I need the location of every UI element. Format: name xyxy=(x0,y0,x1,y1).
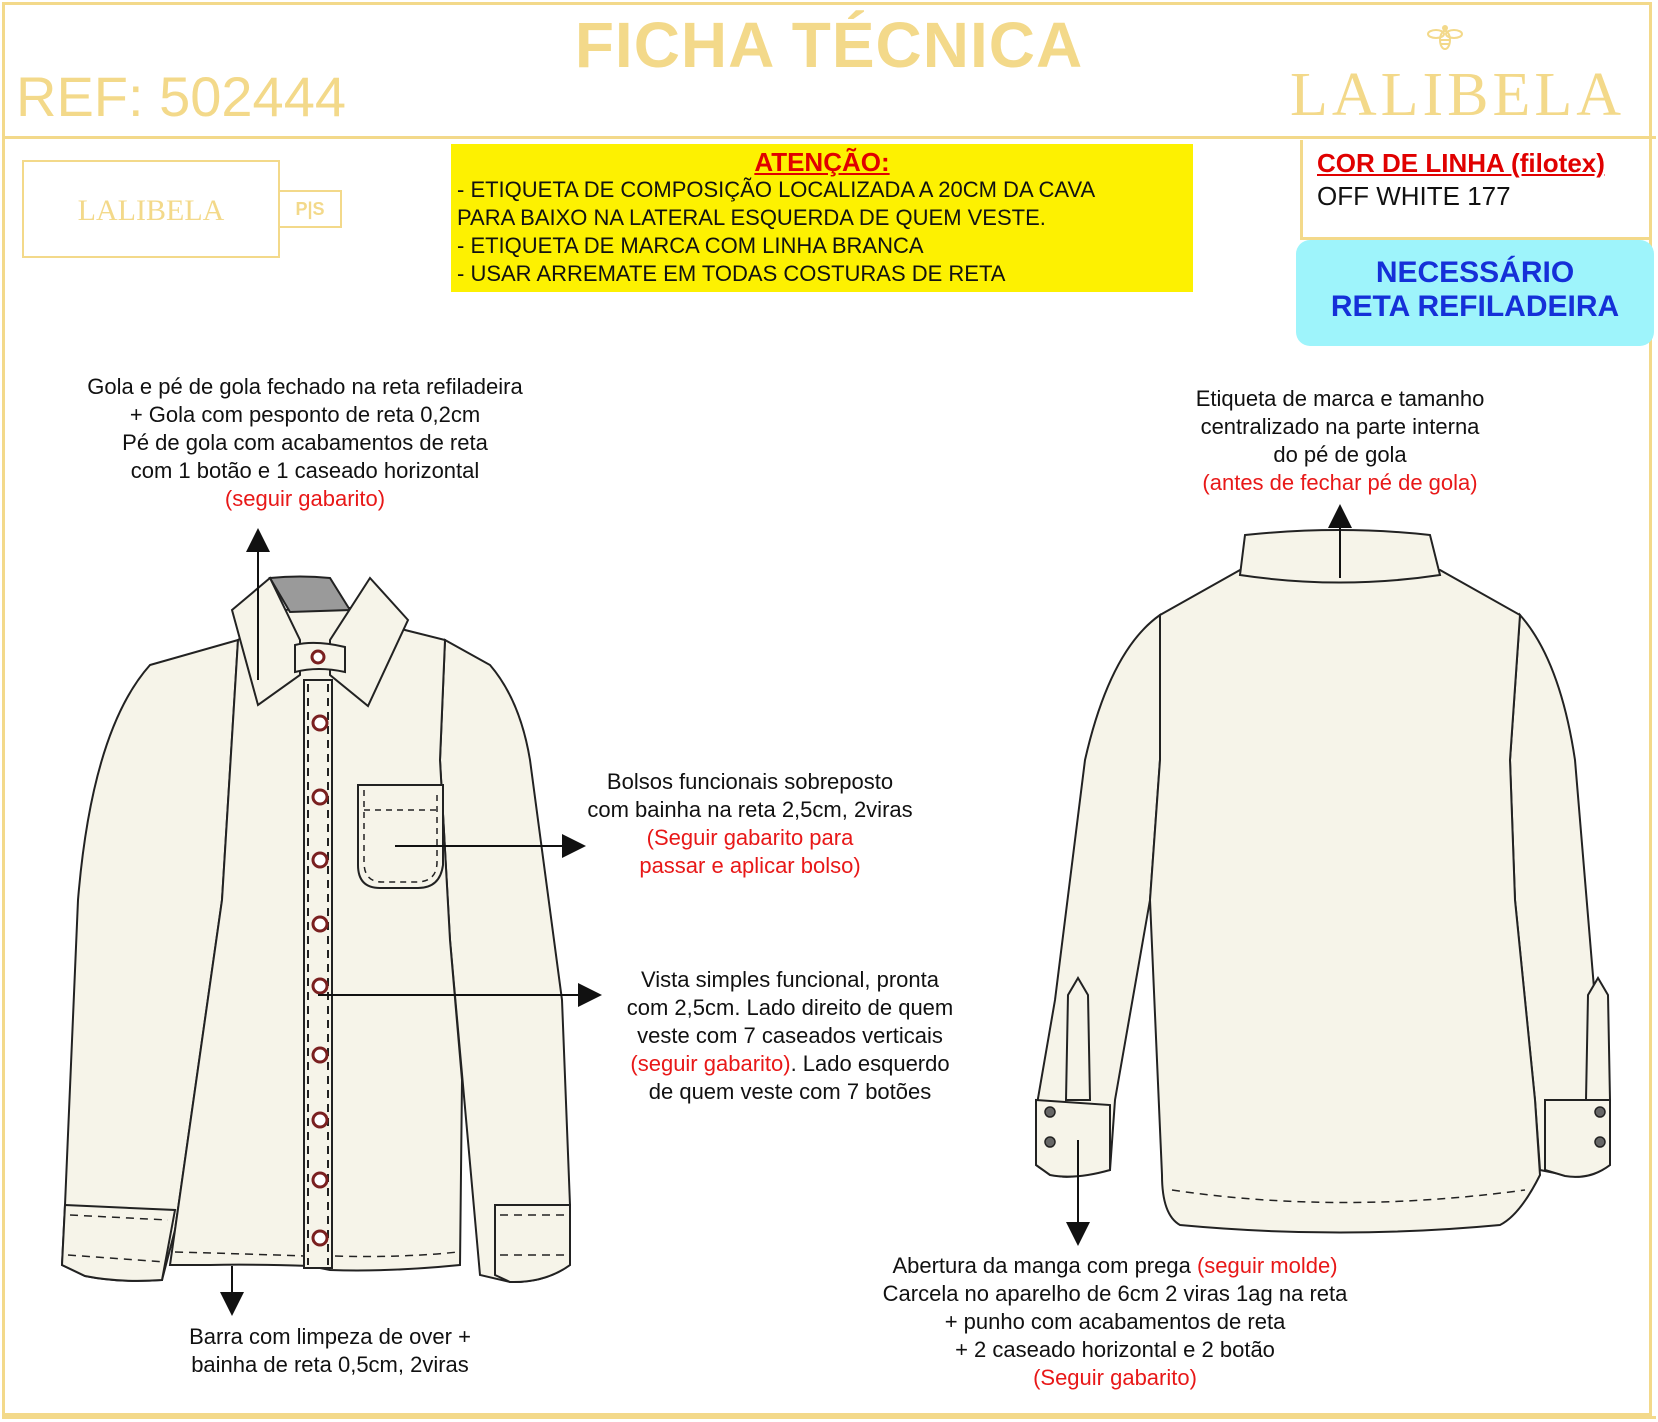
pocket-note-line: com bainha na reta 2,5cm, 2viras xyxy=(587,797,913,822)
label-brand-text: LALIBELA xyxy=(77,194,225,227)
placket-note-line: com 2,5cm. Lado direito de quem xyxy=(626,995,954,1020)
front-pocket xyxy=(358,785,443,888)
pocket-note-red: (Seguir gabarito para xyxy=(646,825,854,850)
placket-note-line: de quem veste com 7 botões xyxy=(648,1079,932,1104)
sleeve-note-line xyxy=(810,1252,1420,1280)
buttonhole xyxy=(313,1048,327,1062)
back-shirt xyxy=(1036,530,1610,1233)
front-right-cuff xyxy=(495,1205,570,1282)
sleeve-note-text: Abertura da manga com prega xyxy=(892,1253,1197,1278)
sleeve-note-red: (Seguir gabarito) xyxy=(1033,1365,1197,1390)
collar-note-line: Pé de gola com acabamentos de reta xyxy=(122,430,488,455)
button xyxy=(1045,1107,1055,1117)
placket-note-red: (seguir gabarito) xyxy=(630,1051,791,1076)
buttonhole xyxy=(313,790,327,804)
thread-color-title: COR DE LINHA (filotex) xyxy=(1317,148,1605,178)
collar-note-red: (seguir gabarito) xyxy=(224,486,386,511)
buttonhole xyxy=(313,917,327,931)
attention-title: ATENÇÃO: xyxy=(754,147,890,177)
thread-color-value: OFF WHITE 177 xyxy=(1317,181,1511,211)
page-title: FICHA TÉCNICA xyxy=(574,9,1084,81)
collar-note-line: + Gola com pesponto de reta 0,2cm xyxy=(129,402,481,427)
attention-line: PARA BAIXO NA LATERAL ESQUERDA DE QUEM VESTE. xyxy=(457,205,1046,230)
label-note-line: Etiqueta de marca e tamanho xyxy=(1195,386,1485,411)
placket-note-line: Vista simples funcional, pronta xyxy=(641,967,939,992)
attention-line: - ETIQUETA DE MARCA COM LINHA BRANCA xyxy=(457,233,924,258)
placket-note xyxy=(580,966,1000,1106)
brand-logo: LALIBELA xyxy=(1290,61,1626,129)
collar-note-line: Gola e pé de gola fechado na reta refiladeira xyxy=(87,374,523,399)
buttonhole xyxy=(313,1173,327,1187)
attention-line: - USAR ARREMATE EM TODAS COSTURAS DE RETA xyxy=(457,261,1006,286)
buttonhole xyxy=(313,1231,327,1245)
sleeve-note-line: Carcela no aparelho de 6cm 2 viras 1ag na reta xyxy=(882,1281,1348,1306)
hem-note-line: bainha de reta 0,5cm, 2viras xyxy=(191,1352,469,1377)
button xyxy=(1045,1137,1055,1147)
buttonhole xyxy=(313,716,327,730)
required-line-1: NECESSÁRIO xyxy=(1375,256,1575,289)
pocket-note-red: passar e aplicar bolso) xyxy=(639,853,861,878)
sleeve-note-red-inline: (seguir molde) xyxy=(1196,1253,1338,1278)
size-tab: P|S xyxy=(278,190,342,228)
collar-note-line: com 1 botão e 1 caseado horizontal xyxy=(130,458,480,483)
front-left-cuff xyxy=(62,1205,175,1281)
buttonhole xyxy=(313,1113,327,1127)
buttonhole xyxy=(313,853,327,867)
sleeve-note xyxy=(810,1252,1420,1392)
button xyxy=(1595,1107,1605,1117)
buttonhole xyxy=(312,651,324,663)
hem-note xyxy=(120,1323,540,1379)
button xyxy=(1595,1137,1605,1147)
back-left-sleeve-placket xyxy=(1066,978,1090,1100)
label-note-line: centralizado na parte interna xyxy=(1200,414,1480,439)
buttonhole xyxy=(313,979,327,993)
placket-note-line xyxy=(580,1050,1000,1078)
pocket-note-line: Bolsos funcionais sobreposto xyxy=(606,769,894,794)
sleeve-note-line: + 2 caseado horizontal e 2 botão xyxy=(955,1337,1275,1362)
label-note-red: (antes de fechar pé de gola) xyxy=(1202,470,1478,495)
back-left-sleeve xyxy=(1036,615,1160,1177)
pocket-note xyxy=(530,768,970,880)
sleeve-note-line: + punho com acabamentos de reta xyxy=(944,1309,1286,1334)
label-position-note xyxy=(1120,385,1560,497)
required-line-2: RETA REFILADEIRA xyxy=(1330,290,1620,323)
back-right-sleeve-placket xyxy=(1586,978,1610,1100)
collar-note xyxy=(30,373,580,513)
label-note-line: do pé de gola xyxy=(1273,442,1407,467)
reference-code: REF: 502444 xyxy=(16,65,346,128)
attention-line: - ETIQUETA DE COMPOSIÇÃO LOCALIZADA A 20CM DA CAVA xyxy=(457,177,1096,202)
placket-note-rest: . Lado esquerdo xyxy=(790,1051,950,1076)
back-body xyxy=(1150,570,1540,1233)
hem-note-line: Barra com limpeza de over + xyxy=(189,1324,471,1349)
placket-note-line: veste com 7 caseados verticais xyxy=(637,1023,943,1048)
